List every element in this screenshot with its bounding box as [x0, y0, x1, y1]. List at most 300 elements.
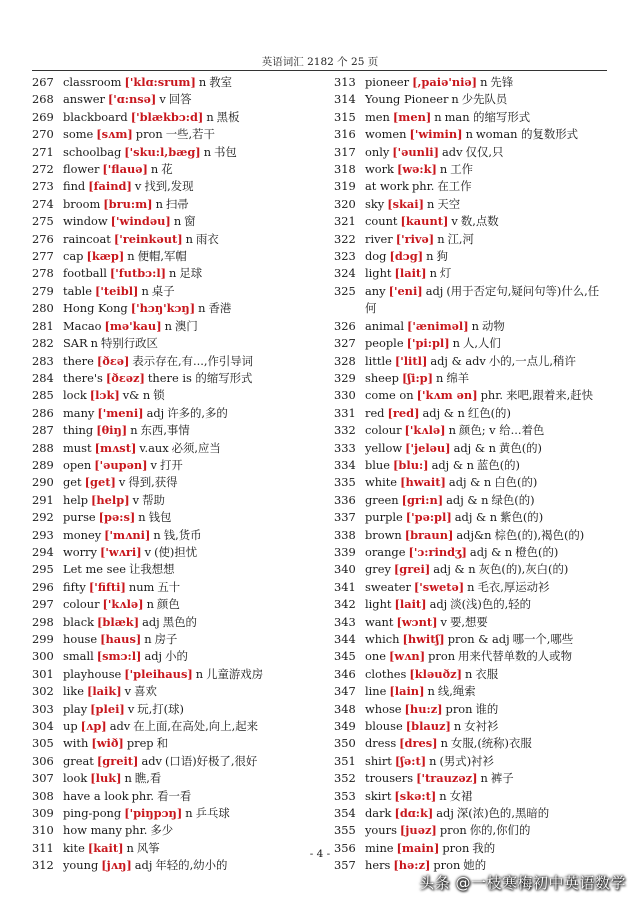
entry-body: [365, 648, 608, 665]
vocab-entry: [32, 753, 332, 770]
entry-number: 320: [334, 196, 356, 211]
vocab-column-left: [32, 74, 332, 875]
entry-word: people: [365, 336, 404, 351]
entry-body: [63, 405, 332, 422]
entry-phonetic: [kləuðz]: [409, 666, 462, 681]
entry-word: Let me see: [63, 562, 126, 577]
entry-part-of-speech: n: [452, 336, 460, 351]
entry-meaning: 教室: [209, 75, 233, 89]
entry-number: 319: [334, 179, 356, 194]
entry-body: [63, 457, 332, 474]
entry-phonetic: ['ɔ:rindʒ]: [408, 544, 467, 559]
vocab-entry: [32, 335, 332, 352]
vocab-entry: [32, 300, 332, 317]
entry-phonetic: [gri:n]: [401, 492, 444, 507]
vocab-entry: [32, 370, 332, 387]
entry-phonetic: [wɔnt]: [396, 614, 438, 629]
entry-word: river: [365, 231, 393, 246]
entry-phonetic: [jʌŋ]: [101, 858, 132, 873]
vocab-entry: [334, 196, 608, 213]
entry-word: at work: [365, 179, 409, 194]
entry-number: 274: [32, 196, 54, 211]
entry-meaning: 花: [161, 162, 173, 177]
entry-phonetic: [kaunt]: [400, 214, 449, 229]
entry-part-of-speech: n: [185, 231, 193, 246]
entry-phonetic: [lain]: [389, 684, 425, 699]
vocab-entry: [32, 109, 332, 126]
entry-meaning: 蓝色(的): [476, 457, 520, 472]
entry-part-of-speech: adj & n: [422, 405, 465, 420]
entry-phonetic: [wə:k]: [396, 162, 437, 177]
vocab-entry: [32, 527, 332, 544]
vocab-entry: [32, 561, 332, 578]
entry-word: yours: [365, 823, 397, 838]
entry-meaning: (使)担忧: [154, 544, 198, 559]
entry-meaning: 工作: [450, 162, 474, 177]
entry-body: [63, 248, 332, 265]
entry-part-of-speech: v: [124, 684, 132, 699]
vocab-entry: [334, 718, 608, 735]
entry-part-of-speech: n: [169, 266, 177, 281]
entry-part-of-speech: adj & n: [448, 475, 492, 490]
vocab-entry: [32, 631, 332, 648]
entry-part-of-speech: n: [150, 162, 159, 177]
entry-number: 288: [32, 440, 54, 455]
entry-body: [63, 213, 332, 230]
vocab-entry: [334, 161, 608, 178]
entry-part-of-speech: num: [128, 579, 155, 594]
entry-part-of-speech: adj & n: [469, 544, 513, 559]
entry-word: want: [365, 614, 394, 629]
entry-body: [365, 474, 608, 491]
entry-phonetic: [juəz]: [399, 823, 437, 838]
entry-phonetic: ['futbɔ:l]: [109, 266, 167, 281]
entry-word: skirt: [365, 788, 392, 803]
entry-word: kite: [63, 840, 85, 855]
entry-part-of-speech: n: [138, 510, 146, 525]
entry-word: grey: [365, 562, 391, 577]
vocab-entry: [334, 178, 608, 195]
entry-number: 279: [32, 283, 54, 298]
entry-word: look: [63, 771, 88, 786]
entry-part-of-speech: n: [434, 109, 442, 124]
entry-phonetic: [lɔk]: [89, 388, 120, 403]
entry-body: [365, 126, 608, 143]
entry-word: raincoat: [63, 231, 111, 246]
entry-body: [365, 509, 608, 526]
entry-phonetic: ['pleihaus]: [124, 666, 193, 681]
entry-meaning: 我的: [472, 840, 496, 855]
entry-number: 350: [334, 736, 356, 751]
entry-number: 272: [32, 162, 54, 177]
entry-number: 343: [334, 614, 356, 629]
entry-phonetic: [skai]: [387, 196, 424, 211]
entry-meaning: 要,想要: [449, 614, 488, 629]
vocab-entry: [334, 735, 608, 752]
entry-phonetic: ['swetə]: [413, 579, 465, 594]
entry-meaning: 红色(的): [467, 405, 511, 420]
entry-number: 292: [32, 510, 54, 525]
entry-meaning: woman 的复数形式: [475, 127, 579, 142]
entry-number: 356: [334, 840, 356, 855]
entry-number: 304: [32, 719, 54, 734]
entry-number: 269: [32, 109, 54, 124]
vocab-entry: [334, 666, 608, 683]
vocab-entry: [32, 474, 332, 491]
entry-number: 330: [334, 388, 356, 403]
entry-word: house: [63, 632, 98, 646]
entry-phonetic: [luk]: [90, 771, 122, 786]
entry-word: dark: [365, 806, 392, 821]
entry-meaning: 锁: [153, 388, 165, 403]
entry-word: window: [63, 214, 108, 229]
entry-phonetic: [dɔg]: [389, 249, 424, 264]
entry-body: [63, 231, 332, 248]
entry-word: light: [365, 597, 392, 612]
entry-number: 353: [334, 788, 356, 803]
entry-part-of-speech: v: [451, 214, 458, 229]
entry-word: sweater: [365, 579, 411, 594]
entry-part-of-speech: pron: [445, 701, 473, 716]
entry-phonetic: [red]: [387, 405, 420, 420]
entry-part-of-speech: v: [118, 475, 126, 490]
entry-body: [365, 422, 608, 439]
entry-phonetic: ['teibl]: [95, 283, 139, 298]
entry-part-of-speech: n: [439, 788, 447, 803]
entry-word: Young Pioneer: [365, 92, 449, 107]
vocab-entry: [32, 283, 332, 300]
entry-part-of-speech: n: [426, 196, 435, 211]
entry-meaning: 钱包: [148, 510, 172, 525]
entry-body: [365, 387, 608, 404]
entry-meaning: 她的: [463, 858, 487, 873]
entry-part-of-speech: n: [429, 266, 437, 281]
entry-meaning: 橙色(的): [515, 544, 559, 559]
entry-meaning: 找到,发现: [144, 179, 194, 194]
entry-meaning: 许多的,多的: [167, 405, 228, 420]
page-number: - 4 -: [309, 848, 331, 860]
entry-part-of-speech: n: [164, 318, 172, 333]
entry-body: [365, 596, 608, 613]
entry-word: brown: [365, 527, 402, 542]
entry-phonetic: ['əupən]: [94, 457, 148, 472]
entry-word: SAR: [63, 336, 88, 351]
entry-part-of-speech: n: [173, 214, 182, 229]
entry-part-of-speech: n: [465, 127, 473, 142]
vocab-entry: [32, 213, 332, 230]
entry-meaning: 得到,获得: [128, 475, 178, 490]
vocab-entry: [334, 492, 608, 509]
entry-phonetic: [mʌst]: [94, 440, 137, 455]
vocab-entry: [32, 422, 332, 439]
entry-number: 333: [334, 440, 356, 455]
entry-meaning: 谁的: [475, 701, 499, 716]
entry-meaning: 回答: [168, 92, 192, 107]
entry-number: 301: [32, 666, 54, 681]
entry-number: 291: [32, 492, 54, 507]
entry-word: purple: [365, 510, 403, 525]
entry-word: have a look: [63, 788, 129, 803]
entry-part-of-speech: phr.: [124, 823, 148, 838]
entry-number: 271: [32, 144, 54, 159]
entry-body: [365, 788, 608, 805]
entry-part-of-speech: n: [141, 283, 149, 298]
entry-number: 299: [32, 632, 54, 646]
entry-meaning: 黑色的: [162, 614, 197, 629]
entry-body: [63, 387, 332, 404]
entry-body: [63, 109, 332, 126]
entry-word: flower: [63, 162, 100, 177]
entry-number: 315: [334, 109, 356, 124]
entry-number: 323: [334, 249, 356, 264]
entry-meaning: 女裙: [449, 788, 473, 803]
entry-part-of-speech: v& n: [122, 388, 151, 403]
entry-number: 297: [32, 597, 54, 612]
vocab-entry: [32, 91, 332, 108]
entry-word: blackboard: [63, 109, 128, 124]
entry-phonetic: [men]: [392, 109, 432, 124]
entry-meaning: 足球: [179, 266, 203, 281]
entry-part-of-speech: adv: [109, 719, 131, 734]
entry-body: [63, 353, 332, 370]
entry-word: playhouse: [63, 666, 122, 681]
entry-word: any: [365, 283, 386, 298]
entry-meaning: 儿童游戏房: [206, 666, 264, 681]
entry-phonetic: [bru:m]: [103, 196, 153, 211]
entry-part-of-speech: n: [480, 771, 488, 786]
entry-part-of-speech: n: [198, 301, 206, 316]
entry-phonetic: ['fifti]: [88, 579, 126, 594]
entry-body: [63, 492, 332, 509]
entry-part-of-speech: v.aux: [139, 440, 169, 455]
entry-word: money: [63, 527, 102, 542]
entry-word: fifty: [63, 579, 86, 594]
entry-body: [365, 248, 608, 265]
entry-number: 338: [334, 527, 356, 542]
entry-meaning: 和: [156, 736, 169, 751]
entry-body: [365, 492, 608, 509]
entry-number: 308: [32, 788, 54, 803]
entry-number: 351: [334, 753, 356, 768]
vocab-entry: [334, 770, 608, 787]
entry-body: [63, 596, 332, 613]
entry-meaning: (用于否定句,疑问句等)什么,任何: [365, 283, 600, 316]
entry-word: sheep: [365, 370, 399, 385]
entry-phonetic: [blu:]: [393, 457, 429, 472]
vocab-entry: [32, 248, 332, 265]
entry-meaning: 香港: [208, 301, 232, 316]
entry-number: 277: [32, 249, 54, 264]
vocab-entry: [334, 405, 608, 422]
vocab-entry: [32, 648, 332, 665]
entry-word: work: [365, 162, 394, 177]
entry-phonetic: [haus]: [100, 632, 142, 646]
entry-number: 275: [32, 214, 54, 229]
entry-phonetic: [,paiə'niə]: [412, 75, 478, 89]
entry-word: young: [63, 858, 99, 873]
vocab-entry: [334, 387, 608, 404]
entry-number: 290: [32, 475, 54, 490]
entry-part-of-speech: n: [436, 370, 444, 385]
entry-part-of-speech: n: [185, 806, 193, 821]
entry-phonetic: ['æniməl]: [407, 318, 469, 333]
entry-body: [365, 231, 608, 248]
entry-phonetic: ['piŋpɔŋ]: [124, 806, 183, 821]
vocab-entry: [32, 161, 332, 178]
entry-part-of-speech: v: [132, 492, 140, 507]
entry-body: [365, 196, 608, 213]
entry-meaning: 绿色(的): [491, 492, 535, 507]
entry-word: count: [365, 214, 398, 229]
entry-phonetic: ['kʌlə]: [404, 423, 446, 438]
entry-meaning: 少先队员: [461, 92, 508, 107]
entry-meaning: 你的,你们的: [469, 823, 531, 838]
entry-body: [63, 370, 332, 387]
entry-meaning: 打开: [159, 457, 183, 472]
entry-phonetic: [greit]: [96, 753, 139, 768]
entry-word: blue: [365, 457, 391, 472]
entry-phonetic: [ʃi:p]: [401, 370, 434, 385]
entry-part-of-speech: adj & adv: [430, 353, 486, 368]
entry-part-of-speech: prep: [126, 736, 154, 751]
vocab-entry: [334, 353, 608, 370]
entry-meaning: 衣服: [475, 666, 499, 681]
entry-meaning: 钱,货币: [163, 527, 202, 542]
entry-word: men: [365, 109, 390, 124]
entry-phonetic: [hwait]: [400, 475, 446, 490]
entry-number: 309: [32, 806, 54, 821]
entry-part-of-speech: adj & n: [431, 457, 474, 472]
entry-body: [63, 74, 332, 91]
entry-body: [365, 283, 608, 318]
entry-meaning: 桌子: [151, 283, 175, 298]
entry-part-of-speech: n: [130, 423, 138, 438]
entry-word: play: [63, 701, 88, 716]
entry-meaning: 江,河: [447, 231, 474, 246]
entry-phonetic: [blæk]: [97, 614, 140, 629]
entry-body: [63, 527, 332, 544]
entry-meaning: 女服,(统称)衣服: [450, 736, 532, 751]
entry-part-of-speech: adj & n: [453, 440, 496, 455]
entry-word: come on: [365, 388, 414, 403]
entry-number: 329: [334, 370, 356, 385]
entry-word: sky: [365, 196, 385, 211]
entry-word: Macao: [63, 318, 102, 333]
entry-phonetic: [grei]: [393, 562, 431, 577]
entry-word: ping-pong: [63, 806, 122, 821]
vocab-entry: [334, 318, 608, 335]
entry-number: 287: [32, 423, 54, 438]
entry-phonetic: ['sku:l,bæg]: [124, 144, 201, 159]
entry-body: [63, 735, 332, 752]
entry-body: [63, 544, 332, 561]
entry-phonetic: [ðɛə]: [96, 353, 130, 368]
entry-meaning: 在上面,在高处,向上,起来: [133, 719, 258, 734]
vocab-entry: [32, 509, 332, 526]
entry-word: football: [63, 266, 107, 281]
vocab-entry: [32, 614, 332, 631]
entry-word: answer: [63, 92, 105, 107]
entry-meaning: 瞧,看: [134, 771, 162, 786]
entry-number: 335: [334, 475, 356, 490]
entry-part-of-speech: v: [150, 457, 157, 472]
entry-phonetic: ['rivə]: [395, 231, 435, 246]
entry-part-of-speech: v: [144, 544, 152, 559]
entry-meaning: 东西,事情: [140, 423, 190, 438]
entry-meaning: 先锋: [490, 75, 514, 89]
entry-meaning: 五十: [157, 579, 181, 594]
vocab-entry: [334, 109, 608, 126]
entry-meaning: 黄色(的): [498, 440, 542, 455]
entry-word: whose: [365, 701, 402, 716]
vocab-entry: [334, 74, 608, 91]
entry-body: [63, 701, 332, 718]
entry-phonetic: [hwitʃ]: [402, 632, 445, 646]
entry-body: [365, 370, 608, 387]
vocab-entry: [334, 283, 608, 318]
entry-body: [365, 318, 608, 335]
entry-body: [63, 440, 332, 457]
entry-number: 326: [334, 318, 356, 333]
vocab-entry: [32, 178, 332, 195]
vocab-entry: [32, 596, 332, 613]
vocab-entry: [334, 648, 608, 665]
entry-body: [63, 718, 332, 735]
entry-meaning: 棕色(的),褐色(的): [494, 527, 585, 542]
entry-number: 306: [32, 753, 54, 768]
entry-word: up: [63, 719, 78, 734]
entry-number: 281: [32, 318, 54, 333]
entry-part-of-speech: pron: [439, 823, 467, 838]
vocab-entry: [334, 544, 608, 561]
entry-phonetic: [mə'kau]: [104, 318, 162, 333]
entry-body: [365, 440, 608, 457]
entry-number: 317: [334, 144, 356, 159]
entry-part-of-speech: v: [134, 179, 142, 194]
entry-word: colour: [63, 597, 100, 612]
entry-word: little: [365, 353, 392, 368]
entry-phonetic: ['wimin]: [409, 127, 463, 142]
entry-meaning: 数,点数: [460, 214, 499, 229]
vocab-entry: [334, 788, 608, 805]
watermark: 头条 @一枝寒梅初中英语数学: [419, 874, 626, 892]
entry-part-of-speech: n: [198, 75, 207, 89]
entry-number: 313: [334, 75, 356, 89]
entry-body: [63, 91, 332, 108]
entry-word: women: [365, 127, 407, 142]
entry-part-of-speech: n: [437, 231, 445, 246]
entry-part-of-speech: n: [124, 771, 132, 786]
entry-part-of-speech: n: [203, 144, 212, 159]
entry-number: 280: [32, 301, 54, 316]
entry-body: [63, 666, 332, 683]
entry-phonetic: [ʃə:t]: [394, 753, 427, 768]
entry-word: dog: [365, 249, 387, 264]
entry-meaning: 玩,打(球): [137, 701, 184, 716]
vocab-entry: [334, 614, 608, 631]
vocab-entry: [334, 144, 608, 161]
entry-body: [365, 161, 608, 178]
entry-phonetic: ['hɔŋ'kɔŋ]: [130, 301, 196, 316]
entry-body: [63, 161, 332, 178]
entry-number: 332: [334, 423, 356, 438]
entry-meaning: 便帽,军帽: [137, 249, 187, 264]
vocab-entry: [32, 788, 332, 805]
vocab-entry: [334, 631, 608, 648]
entry-phonetic: ['pi:pl]: [406, 336, 450, 351]
entry-part-of-speech: phr.: [131, 788, 155, 803]
entry-part-of-speech: n: [467, 579, 475, 594]
